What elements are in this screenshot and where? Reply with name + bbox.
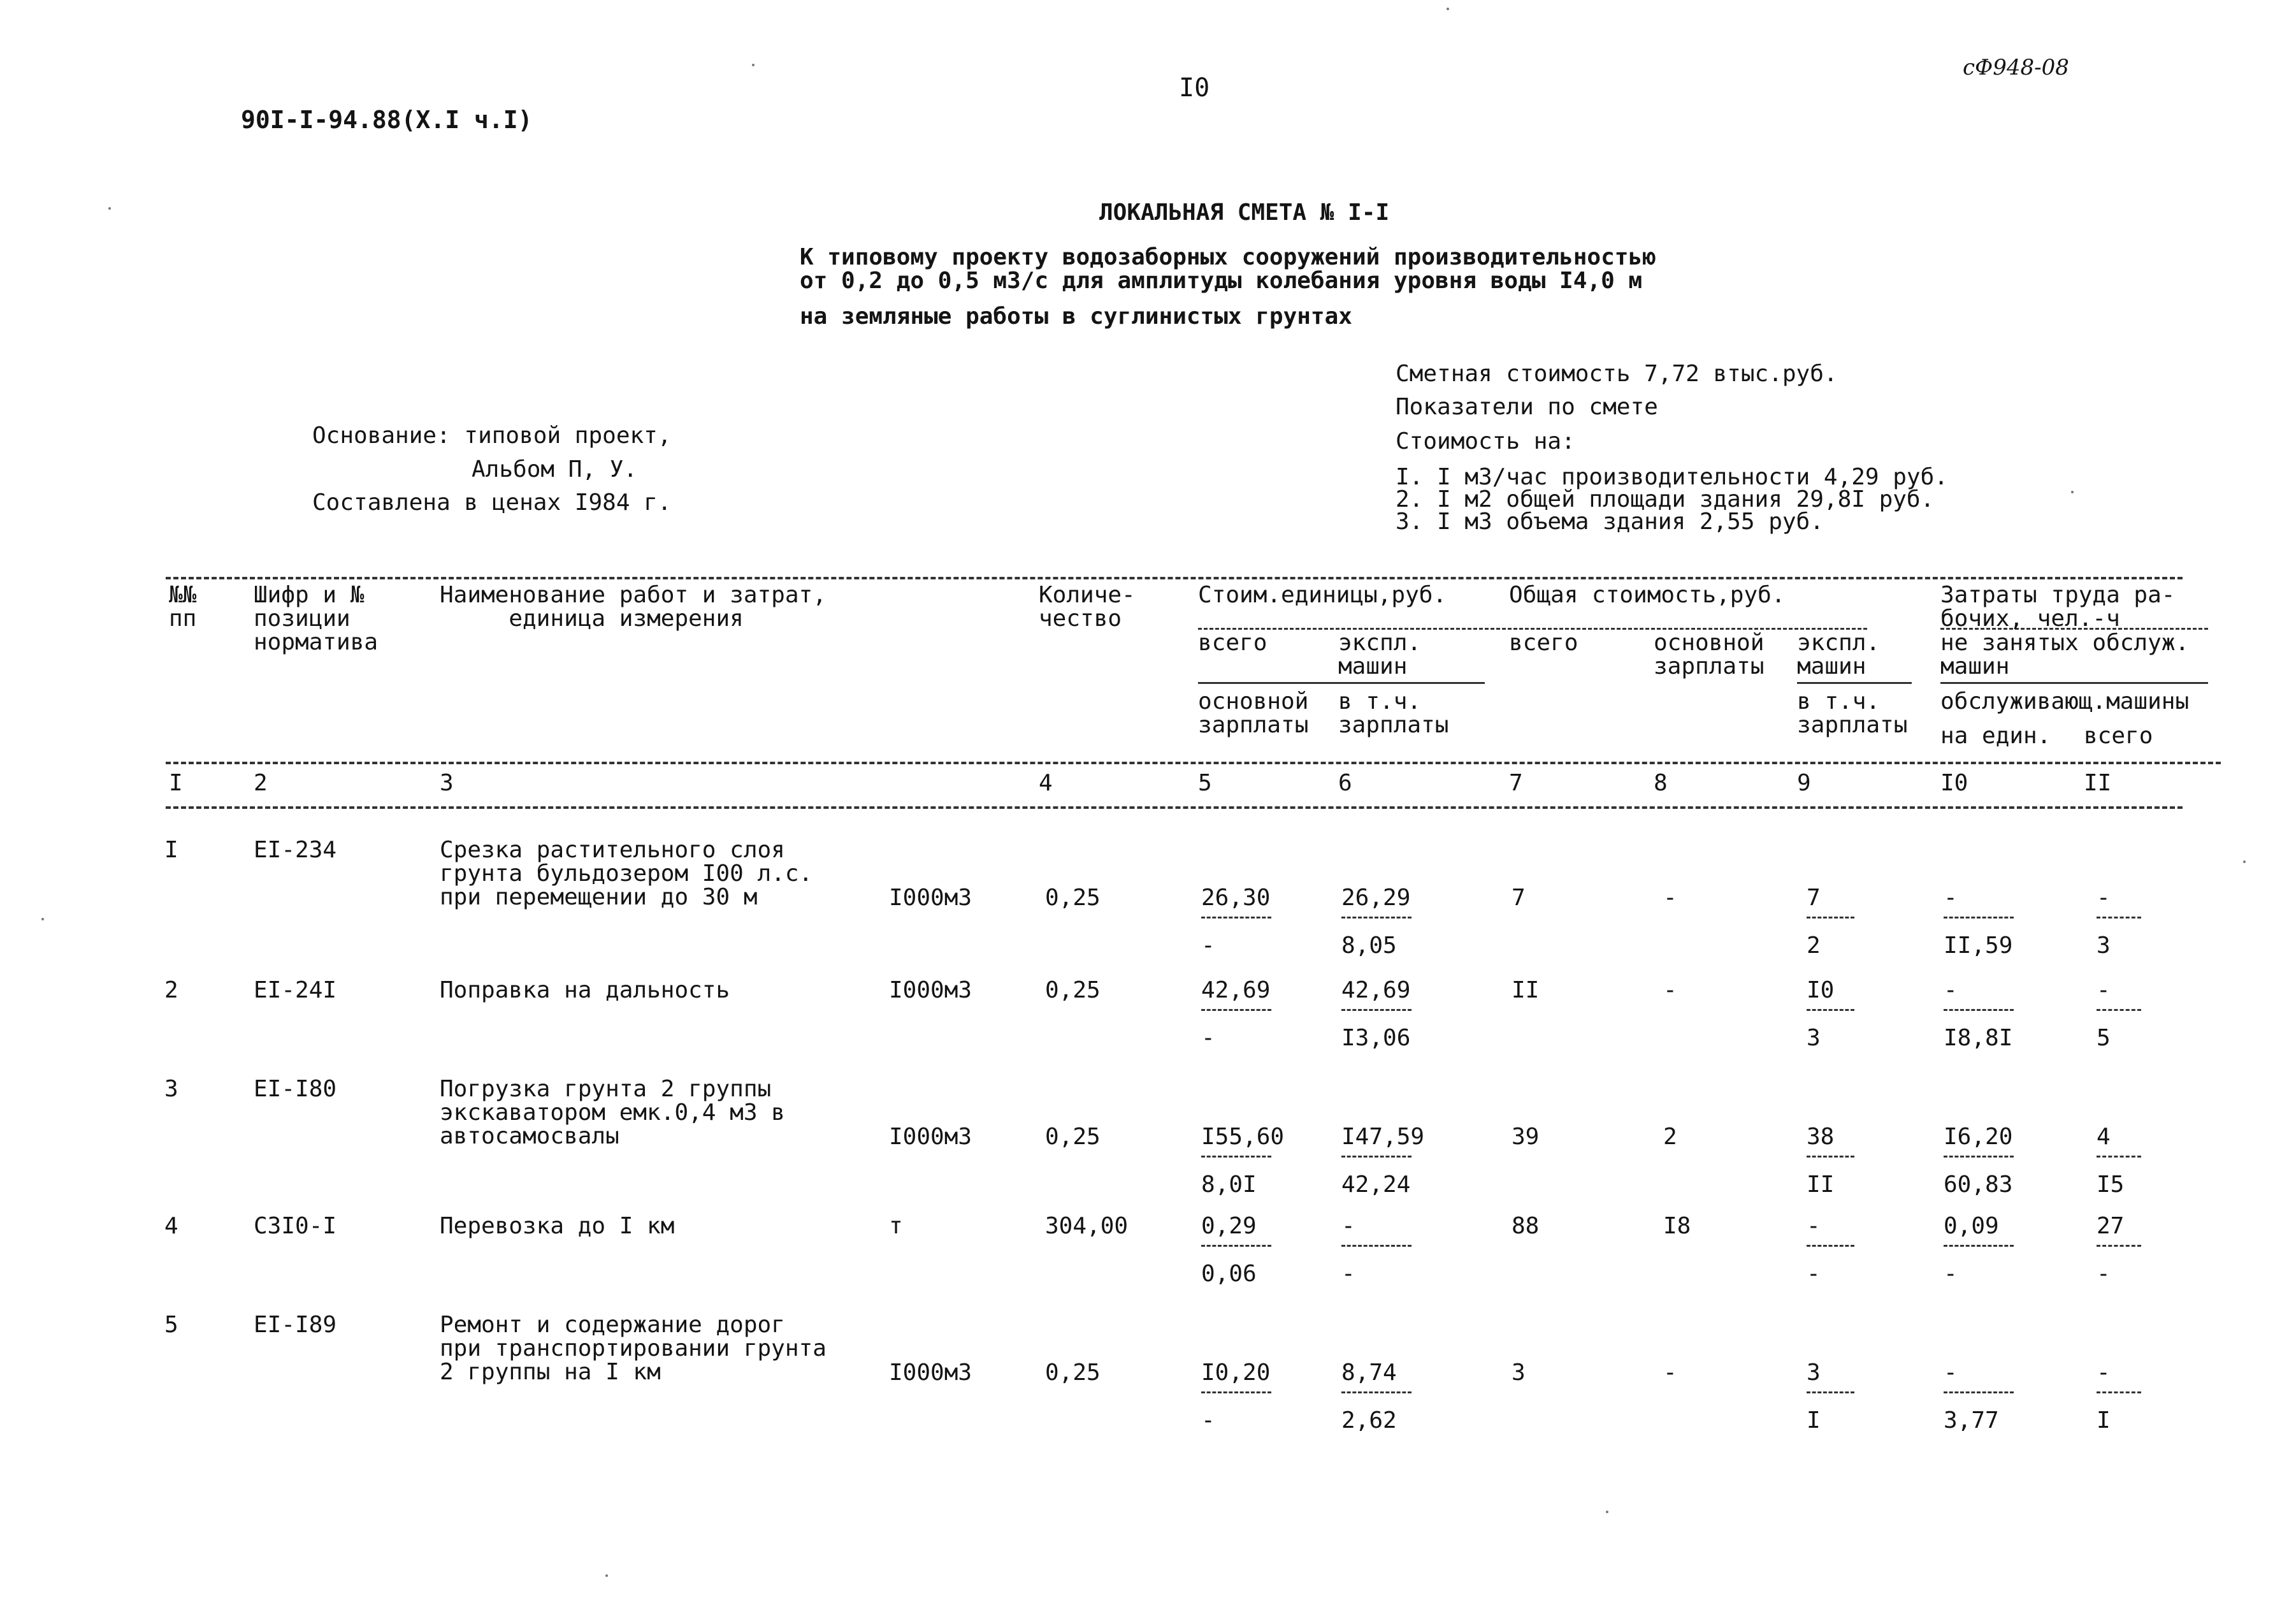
row-number: 5 [164, 1312, 178, 1338]
row-total-base-wage: 2 [1663, 1124, 1677, 1150]
row-c5-top: I0,20 [1201, 1360, 1271, 1386]
row-c9-bottom: 3 [1807, 1025, 1821, 1051]
column-number: 8 [1654, 770, 1668, 796]
fraction-bar [2097, 1391, 2141, 1393]
header-unit-total: всего [1198, 630, 1267, 656]
column-number: 2 [254, 770, 268, 796]
row-total-base-wage: - [1663, 1360, 1677, 1386]
row-c9-top: 7 [1807, 885, 1821, 911]
row-total-all: 3 [1512, 1360, 1526, 1386]
row-c5-top: 0,29 [1201, 1213, 1257, 1239]
row-quantity: 0,25 [1045, 885, 1101, 911]
row-work-name: Поправка на дальность [440, 977, 730, 1003]
fraction-bar [1944, 1009, 2014, 1011]
header-total-all: всего [1509, 630, 1578, 656]
fraction-bar [1807, 1245, 1854, 1247]
column-number: 5 [1198, 770, 1212, 796]
row-c10-bottom: I8,8I [1944, 1025, 2013, 1051]
row-c11-bottom: I5 [2097, 1172, 2125, 1198]
cost-on-label: Стоимость на: [1396, 428, 1575, 454]
document-code: 90I-I-94.88(X.I ч.I) [241, 106, 533, 134]
header-num: №№ пп [169, 582, 197, 632]
fraction-bar [2097, 1009, 2141, 1011]
column-number: II [2084, 770, 2112, 796]
cost-item-1: I. I м3/час производительности 4,29 руб. [1396, 464, 1948, 490]
basis-line-1: Основание: типовой проект, [312, 423, 672, 449]
row-quantity: 0,25 [1045, 1124, 1101, 1150]
row-c5-bottom: - [1201, 933, 1215, 959]
header-unit-base-wage: основной зарплаты [1198, 688, 1309, 738]
row-number: I [164, 837, 178, 863]
row-c10-top: - [1944, 1360, 1958, 1386]
fraction-bar [2097, 917, 2141, 918]
header-labor-total: всего [2084, 723, 2153, 749]
row-c9-top: 3 [1807, 1360, 1821, 1386]
scan-speck [108, 207, 111, 210]
fraction-bar [2097, 1156, 2141, 1158]
row-total-base-wage: - [1663, 977, 1677, 1003]
row-total-all: 39 [1512, 1124, 1540, 1150]
row-unit: I000м3 [889, 1124, 972, 1150]
row-c5-bottom: 0,06 [1201, 1261, 1257, 1287]
row-c9-bottom: - [1807, 1261, 1821, 1287]
fraction-bar [1807, 1009, 1854, 1011]
row-c6-bottom: 8,05 [1341, 933, 1397, 959]
fraction-bar [1944, 1391, 2014, 1393]
row-total-base-wage: - [1663, 885, 1677, 911]
row-c9-top: I0 [1807, 977, 1835, 1003]
cost-item-2: 2. I м2 общей площади здания 29,8I руб. [1396, 486, 1935, 512]
row-c11-top: - [2097, 885, 2111, 911]
table-top-rule [166, 577, 2183, 579]
row-c5-top: I55,60 [1201, 1124, 1285, 1150]
header-name: Наименование работ и затрат, единица измерения [440, 582, 827, 632]
column-number: 7 [1509, 770, 1523, 796]
row-c6-bottom: 2,62 [1341, 1407, 1397, 1434]
header-bottom-rule [166, 762, 2221, 764]
row-c11-top: 4 [2097, 1124, 2111, 1150]
column-numbers-rule [166, 806, 2183, 809]
column-number: 3 [440, 770, 454, 796]
fraction-bar [2097, 1245, 2141, 1247]
row-c6-top: I47,59 [1341, 1124, 1425, 1150]
row-number: 3 [164, 1076, 178, 1102]
row-code: EI-I80 [254, 1076, 337, 1102]
row-work-name: Срезка растительного слоя грунта бульдозером I00 л.с. при перемещении до 30 м [440, 837, 813, 910]
header-code: Шифр и № позиции норматива [254, 582, 379, 655]
estimate-indicators: Показатели по смете [1396, 394, 1658, 420]
header-total-cost: Общая стоимость,руб. [1509, 582, 1786, 608]
row-c6-top: - [1341, 1213, 1355, 1239]
scan-speck [1606, 1511, 1608, 1513]
column-number: I0 [1940, 770, 1968, 796]
header-unit-cost: Стоим.единицы,руб. [1198, 582, 1447, 608]
row-c9-top: 38 [1807, 1124, 1835, 1150]
row-c10-bottom: - [1944, 1261, 1958, 1287]
column-number: 6 [1338, 770, 1352, 796]
fraction-bar [1341, 1391, 1412, 1393]
fraction-bar [1341, 1009, 1412, 1011]
estimated-cost: Сметная стоимость 7,72 втыс.руб. [1396, 361, 1838, 387]
row-work-name: Перевозка до I км [440, 1213, 675, 1239]
row-c6-bottom: 42,24 [1341, 1172, 1411, 1198]
row-unit: I000м3 [889, 977, 972, 1003]
row-c6-top: 8,74 [1341, 1360, 1397, 1386]
fraction-bar [1341, 1245, 1412, 1247]
row-c10-bottom: II,59 [1944, 933, 2013, 959]
labor-sub-rule [1940, 682, 2208, 684]
fraction-bar [1201, 1009, 1271, 1011]
row-code: C3I0-I [254, 1213, 337, 1239]
row-c5-top: 26,30 [1201, 885, 1271, 911]
row-c11-bottom: - [2097, 1261, 2111, 1287]
row-c10-top: I6,20 [1944, 1124, 2013, 1150]
row-c5-top: 42,69 [1201, 977, 1271, 1003]
fraction-bar [1944, 1245, 2014, 1247]
header-labor-per-unit: на един. [1940, 723, 2051, 749]
subtitle-line-3: на земляные работы в суглинистых грунтах [800, 303, 1352, 330]
row-work-name: Ремонт и содержание дорог при транспортировании грунта 2 группы на I км [440, 1312, 827, 1385]
row-quantity: 0,25 [1045, 1360, 1101, 1386]
row-total-all: 7 [1512, 885, 1526, 911]
row-code: EI-24I [254, 977, 337, 1003]
scan-speck [2071, 491, 2074, 493]
document-title: ЛОКАЛЬНАЯ СМЕТА № I-I [1099, 200, 1390, 226]
header-unit-incl-wage: в т.ч. зарплаты [1338, 688, 1449, 738]
row-number: 2 [164, 977, 178, 1003]
fraction-bar [1807, 1156, 1854, 1158]
row-c5-bottom: - [1201, 1025, 1215, 1051]
fraction-bar [1944, 1156, 2014, 1158]
header-total-base-wage: основной зарплаты [1654, 630, 1765, 679]
cost-item-3: 3. I м3 объема здания 2,55 руб. [1396, 509, 1824, 535]
fraction-bar [1807, 917, 1854, 918]
row-unit: т [889, 1213, 903, 1239]
column-number: 4 [1039, 770, 1053, 796]
row-c6-bottom: - [1341, 1261, 1355, 1287]
basis-line-3: Составлена в ценах I984 г. [312, 490, 672, 516]
scan-speck [752, 64, 755, 66]
total-sub-rule [1797, 682, 1912, 684]
row-c5-bottom: - [1201, 1407, 1215, 1434]
row-c10-bottom: 60,83 [1944, 1172, 2013, 1198]
row-unit: I000м3 [889, 885, 972, 911]
row-c9-bottom: 2 [1807, 933, 1821, 959]
row-c9-bottom: I [1807, 1407, 1821, 1434]
fraction-bar [1341, 1156, 1412, 1158]
row-quantity: 304,00 [1045, 1213, 1129, 1239]
row-c11-bottom: I [2097, 1407, 2111, 1434]
fraction-bar [1201, 917, 1271, 918]
unit-sub-rule [1198, 682, 1485, 684]
row-c11-top: - [2097, 977, 2111, 1003]
row-c11-top: 27 [2097, 1213, 2125, 1239]
row-work-name: Погрузка грунта 2 группы экскаватором емк.0,4 м3 в автосамосвалы [440, 1076, 785, 1149]
row-c10-top: 0,09 [1944, 1213, 1999, 1239]
scan-speck [41, 918, 44, 920]
row-total-base-wage: I8 [1663, 1213, 1691, 1239]
header-quantity: Количе- чество [1039, 582, 1136, 632]
row-quantity: 0,25 [1045, 977, 1101, 1003]
row-c9-bottom: II [1807, 1172, 1835, 1198]
row-c10-bottom: 3,77 [1944, 1407, 1999, 1434]
column-number: 9 [1797, 770, 1811, 796]
row-c6-top: 26,29 [1341, 885, 1411, 911]
header-unit-machines: экспл. машин [1338, 630, 1422, 679]
row-unit: I000м3 [889, 1360, 972, 1386]
row-code: EI-I89 [254, 1312, 337, 1338]
fraction-bar [1201, 1391, 1271, 1393]
row-c6-top: 42,69 [1341, 977, 1411, 1003]
scan-speck [1447, 8, 1449, 10]
scan-speck [605, 1574, 608, 1577]
row-c10-top: - [1944, 977, 1958, 1003]
header-total-incl-wage: в т.ч. зарплаты [1797, 688, 1908, 738]
archive-stamp: сФ948-08 [1963, 55, 2069, 80]
header-total-machines: экспл. машин [1797, 630, 1881, 679]
row-c11-bottom: 5 [2097, 1025, 2111, 1051]
fraction-bar [1201, 1245, 1271, 1247]
subtitle-line-2: от 0,2 до 0,5 м3/с для амплитуды колебания уровня воды I4,0 м [800, 268, 1643, 294]
row-total-all: II [1512, 977, 1540, 1003]
basis-line-2: Альбом П, У. [472, 456, 638, 483]
row-c5-bottom: 8,0I [1201, 1172, 1257, 1198]
row-total-all: 88 [1512, 1213, 1540, 1239]
fraction-bar [1201, 1156, 1271, 1158]
page-number: I0 [1179, 73, 1210, 103]
fraction-bar [1944, 917, 2014, 918]
row-c11-top: - [2097, 1360, 2111, 1386]
header-labor-not-serving: не занятых обслуж. машин [1940, 630, 2190, 679]
row-c11-bottom: 3 [2097, 933, 2111, 959]
row-c10-top: - [1944, 885, 1958, 911]
row-c6-bottom: I3,06 [1341, 1025, 1411, 1051]
fraction-bar [1807, 1391, 1854, 1393]
header-labor-serving: обслуживающ.машины [1940, 688, 2190, 715]
subtitle-line-1: К типовому проекту водозаборных сооружений производительностью [800, 244, 1656, 270]
row-code: EI-234 [254, 837, 337, 863]
fraction-bar [1341, 917, 1412, 918]
row-number: 4 [164, 1213, 178, 1239]
column-number: I [169, 770, 183, 796]
scan-speck [2243, 860, 2246, 863]
header-labor: Затраты труда ра- бочих, чел.-ч [1940, 582, 2176, 632]
row-c9-top: - [1807, 1213, 1821, 1239]
